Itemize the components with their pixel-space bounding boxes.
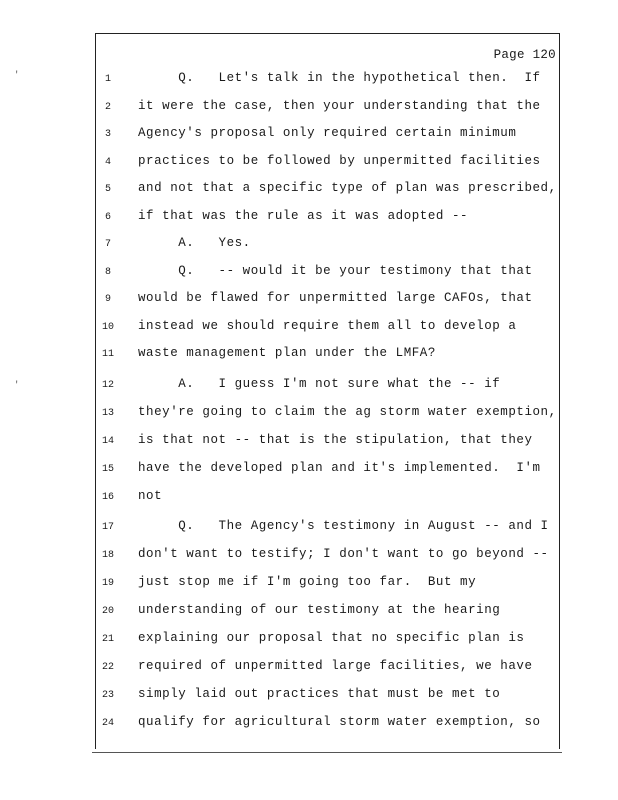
page-number: Page 120 [493, 48, 556, 62]
line-text: waste management plan under the LMFA? [138, 346, 436, 360]
transcript-line [0, 319, 618, 339]
line-number: 9 [104, 294, 111, 305]
transcript-line [0, 346, 618, 366]
line-text: they're going to claim the ag storm water exemption, [138, 405, 557, 419]
line-text: A. Yes. [138, 236, 251, 250]
line-number: 10 [101, 321, 114, 333]
transcript-line [0, 603, 618, 623]
line-number: 7 [104, 239, 111, 250]
line-text: not [138, 489, 163, 503]
line-text: Q. Let's talk in the hypothetical then. If [138, 71, 541, 85]
line-text: and not that a specific type of plan was prescribed, [138, 181, 557, 195]
transcript-line [0, 631, 618, 651]
line-number: 21 [101, 634, 114, 645]
transcript-line [0, 126, 618, 146]
transcript-line [0, 405, 618, 425]
line-number: 3 [104, 129, 111, 140]
line-number: 8 [104, 266, 111, 278]
line-text: if that was the rule as it was adopted -- [138, 208, 469, 223]
transcript-line [0, 236, 618, 256]
line-text: instead we should require them all to develop a [138, 318, 517, 333]
line-text: explaining our proposal that no specific plan is [138, 631, 525, 645]
line-number: 20 [101, 606, 114, 617]
line-number: 24 [101, 718, 114, 729]
line-number: 14 [101, 436, 114, 447]
line-number: 23 [101, 690, 114, 701]
transcript-line [0, 687, 618, 707]
margin-tick-mark: ' [14, 380, 20, 390]
line-number: 17 [101, 522, 114, 533]
transcript-line [0, 489, 618, 509]
line-text: it were the case, then your understanding that the [138, 98, 541, 113]
line-text: practices to be followed by unpermitted facilities [138, 153, 541, 168]
line-number: 12 [101, 380, 114, 391]
line-text: A. I guess I'm not sure what the -- if [138, 377, 501, 391]
transcript-line [0, 71, 618, 91]
line-number: 5 [104, 184, 111, 195]
line-number: 4 [104, 156, 111, 168]
line-number: 13 [101, 408, 114, 419]
transcript-line [0, 291, 618, 311]
line-text: is that not -- that is the stipulation, that they [138, 433, 533, 447]
margin-tick-mark: ' [14, 70, 20, 80]
transcript-line [0, 659, 618, 679]
line-text: have the developed plan and it's implemented. I'm [138, 461, 541, 475]
line-text: understanding of our testimony at the hearing [138, 603, 501, 617]
line-text: Agency's proposal only required certain minimum [138, 126, 517, 140]
transcript-line [0, 433, 618, 453]
transcript-line [0, 547, 618, 567]
line-text: Q. -- would it be your testimony that that [138, 263, 533, 278]
transcript-line [0, 575, 618, 595]
line-text: simply laid out practices that must be met to [138, 687, 501, 701]
line-text: qualify for agricultural storm water exemption, so [138, 715, 541, 729]
line-number: 11 [101, 349, 114, 360]
line-text: Q. The Agency's testimony in August -- and I [138, 519, 549, 533]
transcript-line [0, 519, 618, 539]
transcript-line [0, 377, 618, 397]
line-number: 16 [101, 492, 114, 503]
line-text: don't want to testify; I don't want to go beyond -- [138, 547, 549, 561]
transcript-line [0, 99, 618, 119]
line-number: 18 [101, 550, 114, 561]
transcript-line [0, 181, 618, 201]
line-number: 22 [101, 662, 114, 673]
line-text: just stop me if I'm going too far. But my [138, 575, 477, 589]
transcript-line [0, 154, 618, 174]
bottom-divider [92, 752, 562, 753]
line-text: required of unpermitted large facilities, we have [138, 659, 533, 673]
transcript-line [0, 264, 618, 284]
line-number: 19 [101, 578, 114, 589]
transcript-line [0, 715, 618, 735]
line-number: 2 [104, 101, 111, 113]
transcript-line [0, 209, 618, 229]
line-number: 6 [104, 211, 111, 223]
line-number: 15 [101, 464, 114, 475]
line-text: would be flawed for unpermitted large CAFOs, that [138, 291, 533, 305]
transcript-line [0, 461, 618, 481]
line-number: 1 [104, 74, 111, 85]
